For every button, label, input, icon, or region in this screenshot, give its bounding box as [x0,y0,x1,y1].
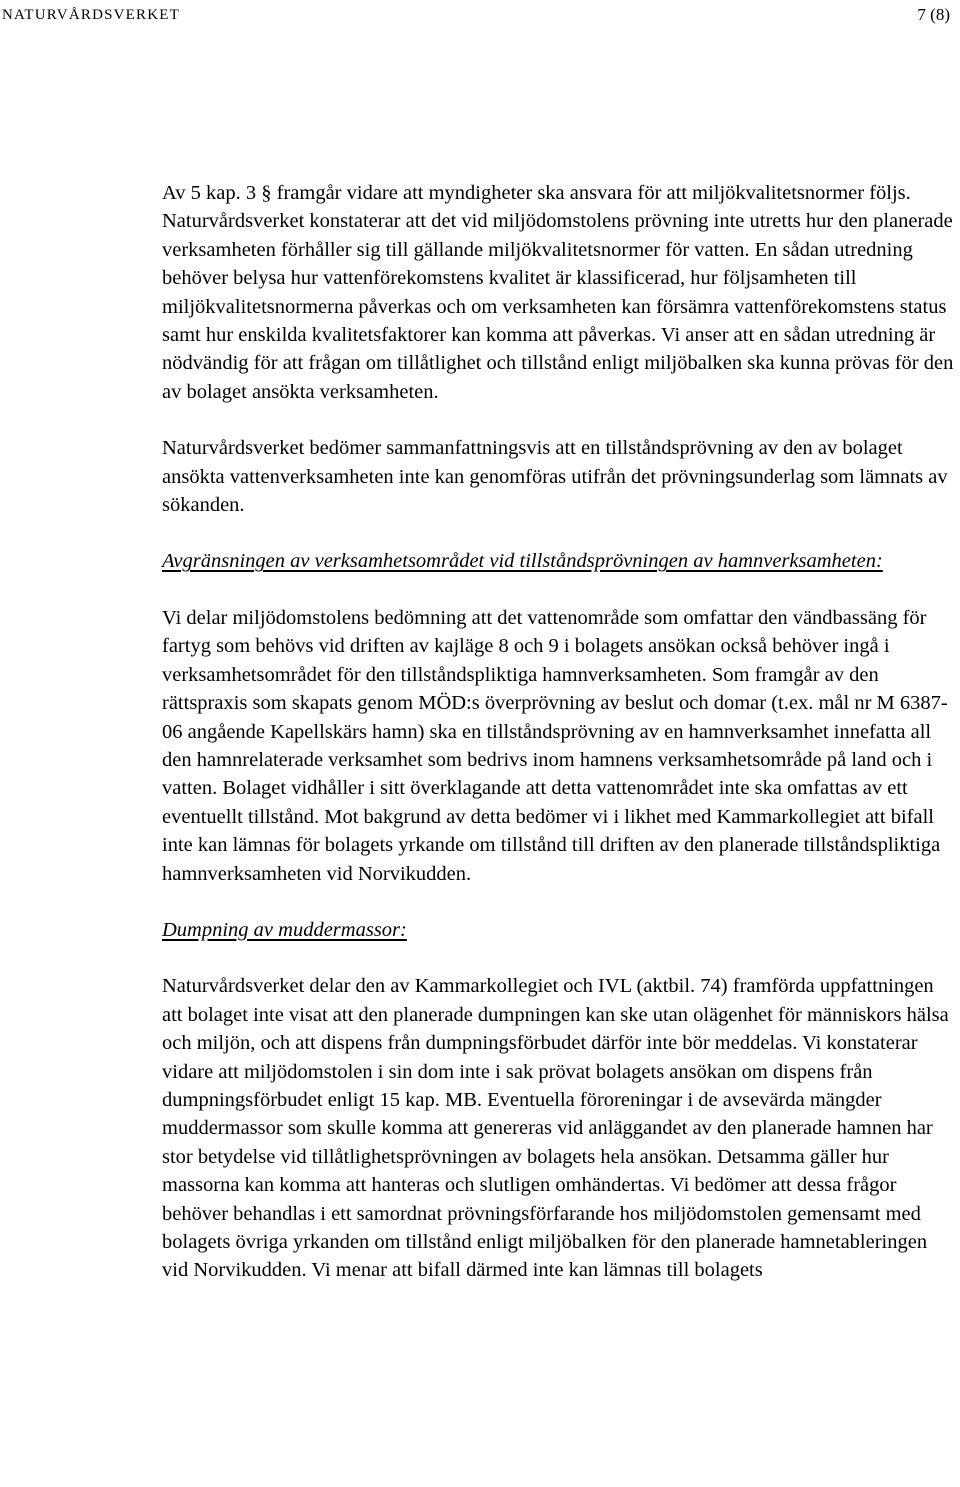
paragraph-verksamhetsomrade: Vi delar miljödomstolens bedömning att det vattenområde som omfattar den vändbassäng för fartyg som behövs vid driften av kajläge 8 och 9 i bolagets ansökan också behöver ingå i verksamhetsområdet för den tillståndspliktiga hamnverksamheten. Som framgår av den rättspraxis som skapats genom MÖD:s överprövning av beslut och domar (t.ex. mål nr M 6387-06 angående Kapellskärs hamn) ska en tillståndsprövning av en hamnverksamhet innefatta all den hamnrelaterade verksamhet som bedrivs inom hamnens verksamhetsområde på land och i vatten. Bolaget vidhåller i sitt överklagande att detta vattenområdet inte ska omfattas av ett eventuellt tillstånd. Mot bakgrund av detta bedömer vi i likhet med Kammarkollegiet att bifall inte kan lämnas för bolagets yrkande om tillstånd till driften av den planerade tillståndspliktiga hamnverksamheten vid Norvikudden. [162,606,948,885]
header-org-name: NATURVÅRDSVERKET [2,7,181,23]
paragraph-miljokvalitetsnormer: Av 5 kap. 3 § framgår vidare att myndigheter ska ansvara för att miljökvalitetsnormer följs. Naturvårdsverket konstaterar att det vid miljödomstolens prövning inte utretts hur den planerade verksamheten förhåller sig till gällande miljökvalitetsnormer för vatten. En sådan utredning behöver belysa hur vattenförekomstens kvalitet är klassificerad, hur följsamheten till miljökvalitetsnormerna påverkas och om verksamheten kan försämra vattenförekomstens status samt hur enskilda kvalitetsfaktorer kan komma att påverkas. Vi anser att en sådan utredning är nödvändig för att frågan om tillåtlighet och tillstånd enligt miljöbalken ska kunna prövas för den av bolaget ansökta verksamheten. [162,182,954,403]
page-header [2,4,950,26]
paragraph-sammanfattning: Naturvårdsverket bedömer sammanfattningsvis att en tillståndsprövning av den av bolaget ansökta vattenverksamheten inte kan genomföras utifrån det prövningsunderlag som lämnats av sökanden. [162,437,948,517]
section-heading-avgransning: Avgränsningen av verksamhetsområdet vid tillståndsprövningen av hamnverksamheten: [162,550,883,573]
paragraph-dumpning: Naturvårdsverket delar den av Kammarkollegiet och IVL (aktbil. 74) framförda uppfattningen att bolaget inte visat att den planerade dumpningen kan ske utan olägenhet för människors hälsa och miljön, och att dispens från dumpningsförbudet därför inte bör meddelas. Vi konstaterar vidare att miljödomstolen i sin dom inte i sak prövat bolagets ansökan om dispens från dumpningsförbudet enligt 15 kap. MB. Eventuella föroreningar i de avsevärda mängder muddermassor som skulle komma att genereras vid anläggandet av den planerade hamnen har stor betydelse vid tillåtlighetsprövningen av bolagets hela ansökan. Detsamma gäller hur massorna kan komma att hanteras och slutligen omhändertas. Vi bedömer att dessa frågor behöver behandlas i ett samordnat prövningsförfarande hos miljödomstolen gemensamt med bolagets övriga yrkanden om tillstånd enligt miljöbalken för den planerade hamnetableringen vid Norvikudden. Vi menar att bifall därmed inte kan lämnas till bolagets [162,975,949,1282]
header-page-number: 7 (8) [917,5,950,24]
section-heading-dumpning: Dumpning av muddermassor: [162,918,407,941]
document-body [162,179,954,1285]
